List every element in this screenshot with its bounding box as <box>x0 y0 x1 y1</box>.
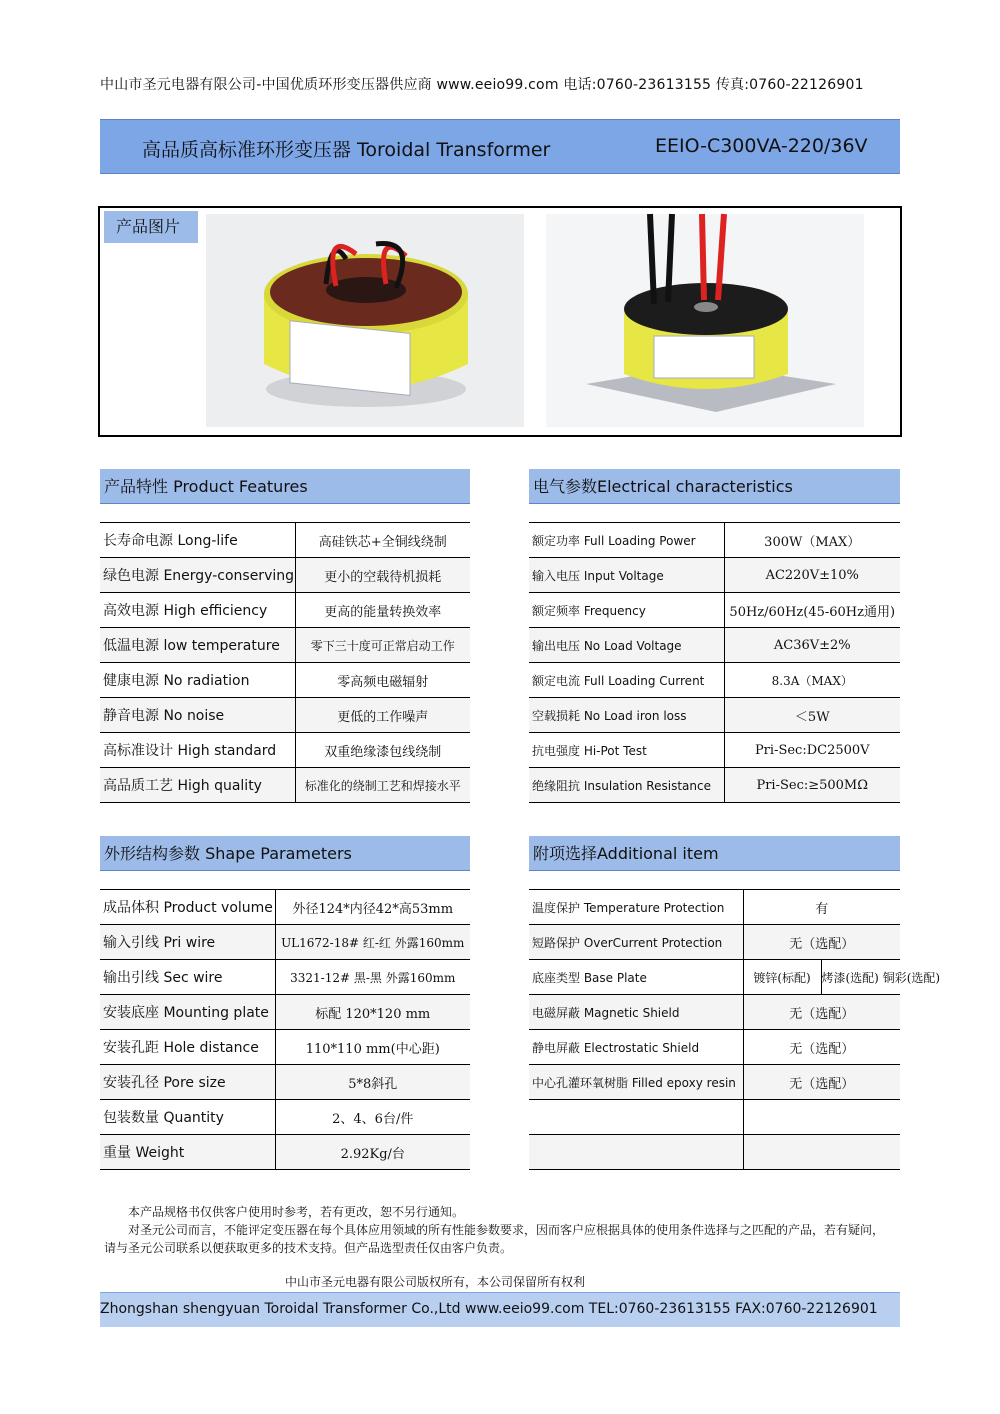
param-name: 额定电流 Full Loading Current <box>529 663 724 698</box>
feature-name: 高标准设计 High standard <box>100 733 295 768</box>
option-copper: 铜彩(选配) <box>882 970 941 985</box>
option-name: 温度保护 Temperature Protection <box>529 890 743 925</box>
table-row <box>100 698 470 733</box>
option-name: 电磁屏蔽 Magnetic Shield <box>529 995 743 1030</box>
table-row <box>100 890 470 925</box>
param-name: 输出电压 No Load Voltage <box>529 628 724 663</box>
shape-heading: 外形结构参数 Shape Parameters <box>100 836 470 871</box>
electrical-table <box>529 522 900 803</box>
footer-company-line: Zhongshan shengyuan Toroidal Transformer Co.,Ltd www.eeio99.com TEL:0760-23613155 FAX:0760-22126901 <box>100 1301 878 1317</box>
shape-param-value: UL1672-18# 红-红 外露160mm <box>275 925 470 960</box>
feature-name: 绿色电源 Energy-conserving <box>100 558 295 593</box>
param-value: Pri-Sec:DC2500V <box>724 733 900 768</box>
disclaimer-note-2: 对圣元公司而言，不能评定变压器在每个具体应用领域的所有性能参数要求，因而客户应根据具体的使用条件选择与之匹配的产品，若有疑问，请与圣元公司联系以便获取更多的技术支持。但产品选型责任仅由客户负责。 <box>104 1223 885 1255</box>
param-name: 额定频率 Frequency <box>529 593 724 628</box>
feature-value: 更小的空载待机损耗 <box>295 558 470 593</box>
table-row <box>529 1030 900 1065</box>
feature-value: 标准化的绕制工艺和焊接水平 <box>295 768 470 803</box>
table-row <box>100 925 470 960</box>
base-plate-option <box>821 960 941 995</box>
table-row <box>100 558 470 593</box>
table-row <box>529 628 900 663</box>
option-name: 中心孔灌环氧树脂 Filled epoxy resin <box>529 1065 743 1100</box>
shape-param-value: 5*8斜孔 <box>275 1065 470 1100</box>
table-row <box>529 523 900 558</box>
param-name: 绝缘阻抗 Insulation Resistance <box>529 768 724 803</box>
param-value: 8.3A（MAX） <box>724 663 900 698</box>
electrical-heading: 电气参数Electrical characteristics <box>529 469 900 504</box>
param-name: 额定功率 Full Loading Power <box>529 523 724 558</box>
option-painted: 烤漆(选配) <box>821 970 879 985</box>
feature-name: 长寿命电源 Long-life <box>100 523 295 558</box>
option-value: 有 <box>743 890 900 925</box>
disclaimer-note-1: 本产品规格书仅供客户使用时参考，若有更改，恕不另行通知。 <box>128 1205 465 1219</box>
table-row <box>529 960 900 995</box>
shape-param-name: 安装孔径 Pore size <box>100 1065 275 1100</box>
additional-table <box>529 889 941 1170</box>
param-value: AC220V±10% <box>724 558 900 593</box>
transformer-photo-with-base <box>546 214 864 427</box>
table-row <box>529 995 900 1030</box>
table-row <box>100 995 470 1030</box>
table-row <box>529 593 900 628</box>
param-value: Pri-Sec:≥500MΩ <box>724 768 900 803</box>
copyright-line: 中山市圣元电器有限公司版权所有，本公司保留所有权利 <box>285 1275 586 1289</box>
feature-name: 高效电源 High efficiency <box>100 593 295 628</box>
feature-name: 健康电源 No radiation <box>100 663 295 698</box>
option-value: 无（选配） <box>743 995 900 1030</box>
company-contact-line: 中山市圣元电器有限公司-中国优质环形变压器供应商 www.eeio99.com 电话:0760-23613155 传真:0760-22126901 <box>100 77 864 93</box>
table-row <box>100 1065 470 1100</box>
feature-name: 低温电源 low temperature <box>100 628 295 663</box>
table-row <box>100 768 470 803</box>
feature-value: 更低的工作噪声 <box>295 698 470 733</box>
table-row <box>529 733 900 768</box>
photo-section-label: 产品图片 <box>104 211 198 243</box>
param-value: AC36V±2% <box>724 628 900 663</box>
table-row <box>529 925 900 960</box>
option-name: 静电屏蔽 Electrostatic Shield <box>529 1030 743 1065</box>
option-value: 无（选配） <box>743 1065 900 1100</box>
table-row <box>100 1135 470 1170</box>
option-value: 无（选配） <box>743 925 900 960</box>
features-heading: 产品特性 Product Features <box>100 469 470 504</box>
table-row <box>100 733 470 768</box>
table-row <box>100 523 470 558</box>
table-row <box>100 1030 470 1065</box>
feature-value: 零高频电磁辐射 <box>295 663 470 698</box>
feature-value: 双重绝缘漆包线绕制 <box>295 733 470 768</box>
shape-param-name: 安装底座 Mounting plate <box>100 995 275 1030</box>
features-table <box>100 522 470 803</box>
option-galvanized: 镀锌(标配) <box>753 970 811 985</box>
shape-param-name: 成品体积 Product volume <box>100 890 275 925</box>
table-row <box>100 663 470 698</box>
shape-param-name: 包装数量 Quantity <box>100 1100 275 1135</box>
param-name: 空载损耗 No Load iron loss <box>529 698 724 733</box>
table-row <box>529 1135 900 1170</box>
product-title: 高品质高标准环形变压器 Toroidal Transformer <box>142 139 551 161</box>
option-name <box>529 1100 743 1135</box>
shape-param-name: 输入引线 Pri wire <box>100 925 275 960</box>
product-photo-box <box>98 206 902 437</box>
additional-heading: 附项选择Additional item <box>529 836 900 871</box>
shape-param-value: 110*110 mm(中心距) <box>275 1030 470 1065</box>
feature-value: 高硅铁芯+全铜线绕制 <box>295 523 470 558</box>
shape-param-value: 2、4、6台/件 <box>275 1100 470 1135</box>
shape-param-name: 重量 Weight <box>100 1135 275 1170</box>
table-row <box>529 558 900 593</box>
table-row <box>100 1100 470 1135</box>
shape-param-name: 输出引线 Sec wire <box>100 960 275 995</box>
option-name: 底座类型 Base Plate <box>529 960 743 995</box>
table-row <box>529 1100 900 1135</box>
feature-name: 高品质工艺 High quality <box>100 768 295 803</box>
shape-table <box>100 889 470 1170</box>
transformer-photo-front <box>206 214 524 427</box>
feature-name: 静音电源 No noise <box>100 698 295 733</box>
option-name <box>529 1135 743 1170</box>
param-name: 抗电强度 Hi-Pot Test <box>529 733 724 768</box>
shape-param-value: 标配 120*120 mm <box>275 995 470 1030</box>
table-row <box>100 593 470 628</box>
feature-value: 零下三十度可正常启动工作 <box>295 628 470 663</box>
option-value <box>743 1100 900 1135</box>
table-row <box>100 960 470 995</box>
table-row <box>529 890 900 925</box>
table-row <box>529 768 900 803</box>
title-bar <box>100 119 900 174</box>
table-row <box>100 628 470 663</box>
footer-bar <box>100 1292 900 1327</box>
param-value: 300W（MAX） <box>724 523 900 558</box>
option-value: 无（选配） <box>743 1030 900 1065</box>
param-name: 输入电压 Input Voltage <box>529 558 724 593</box>
table-row <box>529 663 900 698</box>
base-plate-option <box>743 960 821 995</box>
shape-param-value: 3321-12# 黑-黑 外露160mm <box>275 960 470 995</box>
model-number: EEIO-C300VA-220/36V <box>655 135 868 157</box>
table-row <box>529 698 900 733</box>
table-row <box>529 1065 900 1100</box>
shape-param-value: 外径124*内径42*高53mm <box>275 890 470 925</box>
option-name: 短路保护 OverCurrent Protection <box>529 925 743 960</box>
param-value: ＜5W <box>724 698 900 733</box>
param-value: 50Hz/60Hz(45-60Hz通用) <box>724 593 900 628</box>
shape-param-name: 安装孔距 Hole distance <box>100 1030 275 1065</box>
feature-value: 更高的能量转换效率 <box>295 593 470 628</box>
shape-param-value: 2.92Kg/台 <box>275 1135 470 1170</box>
option-value <box>743 1135 900 1170</box>
